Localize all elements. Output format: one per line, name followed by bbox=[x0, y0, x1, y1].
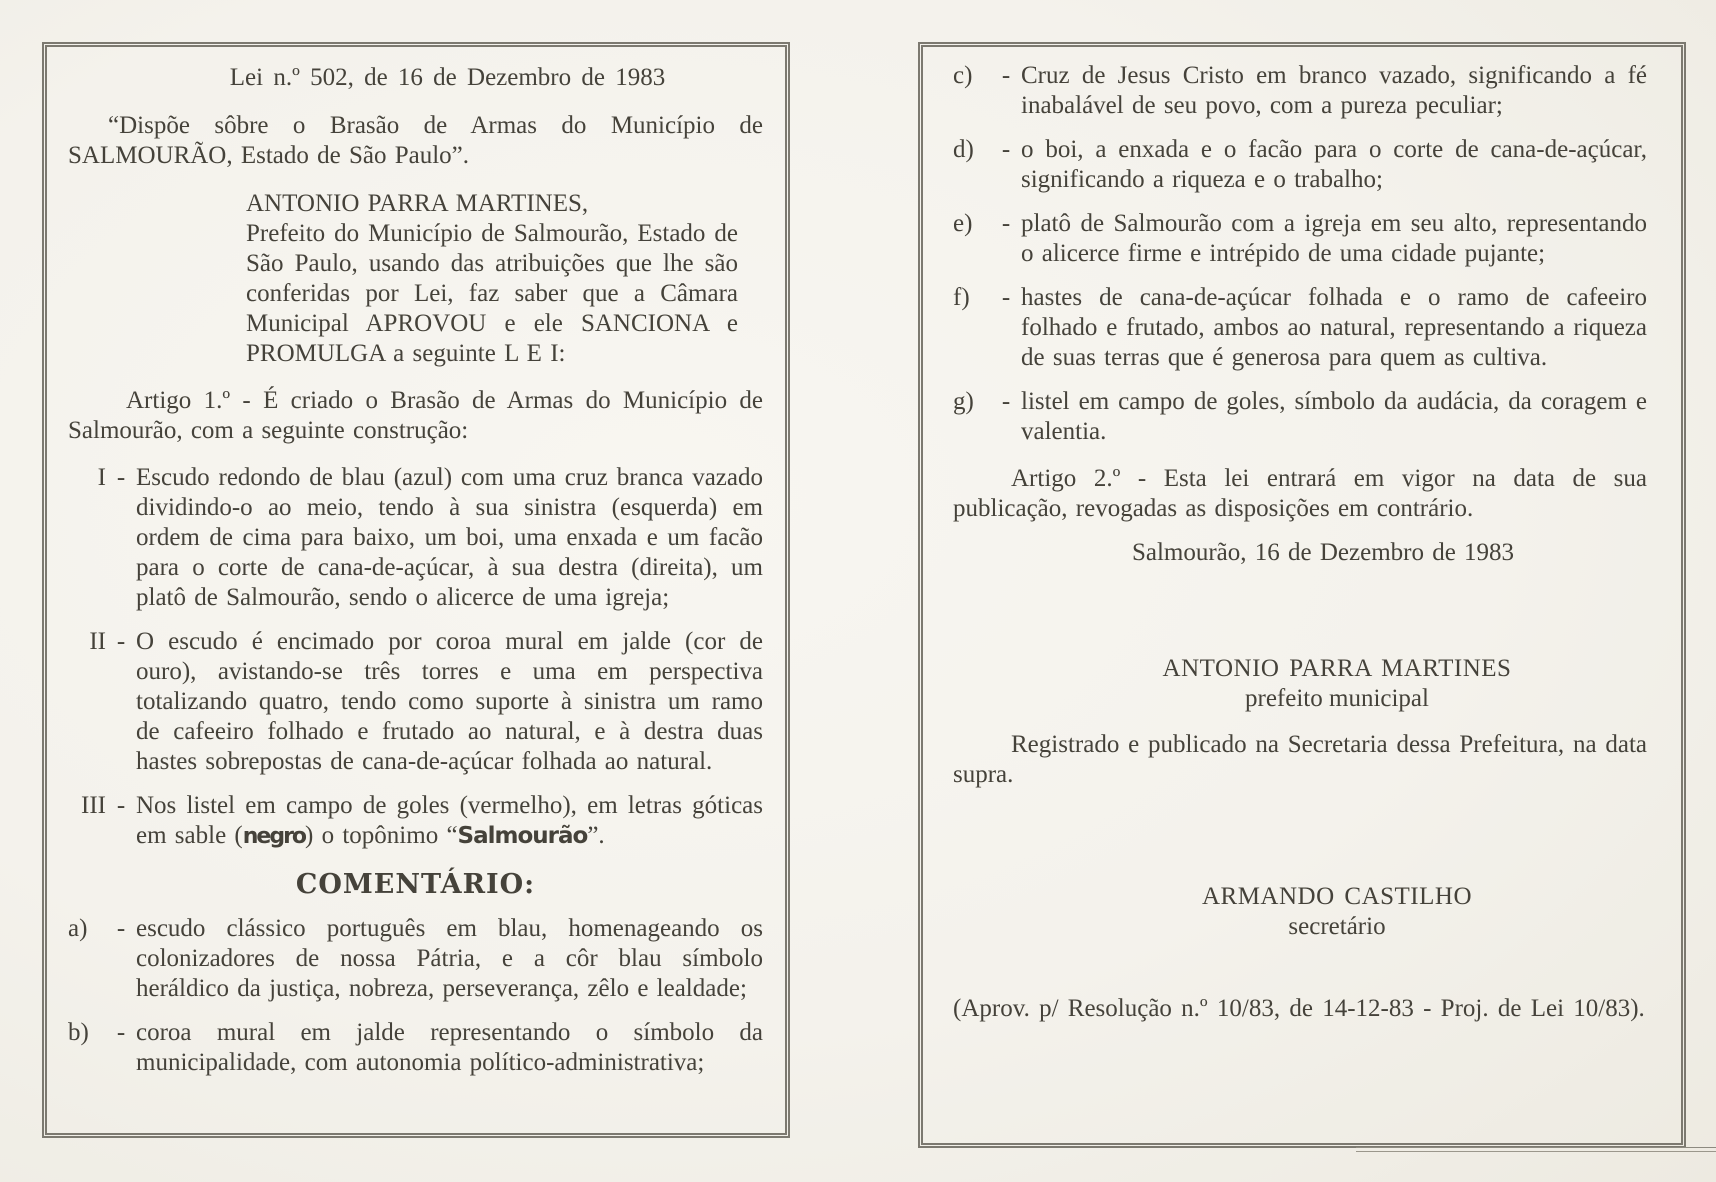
item-text: Escudo redondo de blau (azul) com uma cruz branca vazado dividindo-o ao meio, tendo à sua sinistra (esquerda) em ordem de cima para baixo, um boi, uma enxada e um facão para o corte de cana-de-açúcar, à sua destra (direita), um platô de Salmourão, sendo o alicerce de uma igreja; bbox=[136, 464, 763, 611]
signature-prefeito bbox=[953, 654, 1647, 714]
item-dash: - bbox=[1001, 210, 1011, 237]
scan-artifact-line bbox=[1356, 1147, 1716, 1152]
item-dash: - bbox=[116, 792, 126, 819]
item-label: b) bbox=[68, 1019, 89, 1046]
right-page bbox=[918, 42, 1686, 1148]
list-item-b bbox=[68, 1018, 763, 1078]
item-dash: - bbox=[116, 1019, 126, 1046]
list-item-c bbox=[953, 61, 1647, 121]
epigraph: “Dispõe sôbre o Brasão de Armas do Município de SALMOURÃO, Estado de São Paulo”. bbox=[68, 112, 763, 169]
item-label: f) bbox=[953, 284, 970, 311]
item-text: coroa mural em jalde representando o símbolo da municipalidade, com autonomia político-administrativa; bbox=[136, 1019, 763, 1076]
artigo-1: Artigo 1.º - É criado o Brasão de Armas do Município de Salmourão, com a seguinte construção: bbox=[68, 387, 763, 444]
law-title: Lei n.º 502, de 16 de Dezembro de 1983 bbox=[229, 64, 666, 91]
item-label: e) bbox=[953, 210, 973, 237]
list-item-I bbox=[68, 463, 763, 613]
item-label: d) bbox=[953, 136, 974, 163]
dateline: Salmourão, 16 de Dezembro de 1983 bbox=[1131, 539, 1515, 566]
list-item-f bbox=[953, 283, 1647, 373]
item-label: g) bbox=[953, 388, 974, 415]
item-text: Cruz de Jesus Cristo em branco vazado, significando a fé inabalável de seu povo, com a pureza peculiar; bbox=[1021, 62, 1647, 119]
artigo-2: Artigo 2.º - Esta lei entrará em vigor na data de sua publicação, revogadas as disposições em contrário. bbox=[953, 465, 1647, 522]
signature-name: ANTONIO PARRA MARTINES bbox=[1162, 655, 1512, 682]
item-dash: - bbox=[116, 628, 126, 655]
comment-heading: COMENTÁRIO: bbox=[295, 869, 536, 900]
item-dash: - bbox=[1001, 284, 1011, 311]
item-dash: - bbox=[1001, 136, 1011, 163]
preamble-block bbox=[246, 189, 738, 369]
item-text: o boi, a enxada e o facão para o corte de cana-de-açúcar, significando a riqueza e o trabalho; bbox=[1021, 136, 1647, 193]
signature-role: prefeito municipal bbox=[1245, 685, 1429, 712]
item-text: ”. bbox=[587, 822, 605, 849]
item-text: escudo clássico português em blau, homenageando os colonizadores de nossa Pátria, e a côr blau símbolo heráldico da justiça, nobreza, perseverança, zêlo e lealdade; bbox=[136, 915, 763, 1002]
signature-role: secretário bbox=[1288, 913, 1386, 940]
item-dash: - bbox=[116, 915, 126, 942]
item-text: ) o topônimo “ bbox=[305, 822, 458, 849]
item-dash: - bbox=[1001, 62, 1011, 89]
item-label: III bbox=[81, 792, 106, 819]
list-item-a bbox=[68, 914, 763, 1004]
approval-note: (Aprov. p/ Resolução n.º 10/83, de 14-12-83 - Proj. de Lei 10/83). bbox=[953, 995, 1645, 1022]
list-item-e bbox=[953, 209, 1647, 269]
list-item-II bbox=[68, 627, 763, 777]
gothic-word: negro bbox=[242, 824, 306, 849]
left-page bbox=[42, 42, 790, 1138]
item-label: I bbox=[97, 464, 106, 491]
item-text: platô de Salmourão com a igreja em seu alto, representando o alicerce firme e intrépido de uma cidade pujante; bbox=[1021, 210, 1647, 267]
signature-name: ARMANDO CASTILHO bbox=[1201, 883, 1473, 910]
item-label: a) bbox=[68, 915, 88, 942]
item-label: II bbox=[89, 628, 106, 655]
preamble-name: ANTONIO PARRA MARTINES, bbox=[246, 190, 589, 217]
list-item-III bbox=[68, 791, 763, 852]
item-dash: - bbox=[116, 464, 126, 491]
item-label: c) bbox=[953, 62, 973, 89]
item-text: hastes de cana-de-açúcar folhada e o ramo de cafeeiro folhado e frutado, ambos ao natural, representando a riqueza de suas terras que é generosa para quem as cultiva. bbox=[1021, 284, 1647, 371]
item-text: O escudo é encimado por coroa mural em jalde (cor de ouro), avistando-se três torres e uma em perspectiva totalizando quatro, tendo como suporte à sinistra um ramo de cafeeiro folhado e frutado ao natural, e à destra duas hastes sobrepostas de cana-de-açúcar folhada ao natural. bbox=[136, 628, 763, 775]
list-item-g bbox=[953, 387, 1647, 447]
registration-note: Registrado e publicado na Secretaria dessa Prefeitura, na data supra. bbox=[953, 731, 1647, 788]
list-item-d bbox=[953, 135, 1647, 195]
item-text: listel em campo de goles, símbolo da audácia, da coragem e valentia. bbox=[1021, 388, 1647, 445]
item-dash: - bbox=[1001, 388, 1011, 415]
signature-secretario bbox=[953, 882, 1647, 942]
toponym-bold: Salmourão bbox=[457, 823, 588, 849]
preamble-body: Prefeito do Município de Salmourão, Estado de São Paulo, usando das atribuições que lhe são conferidas por Lei, faz saber que a Câmara Municipal APROVOU e ele SANCIONA e PROMULGA a seguinte L E I: bbox=[246, 220, 738, 367]
item-text: Nos listel em campo de goles (vermelho), em letras góticas em sable ( bbox=[136, 792, 763, 849]
